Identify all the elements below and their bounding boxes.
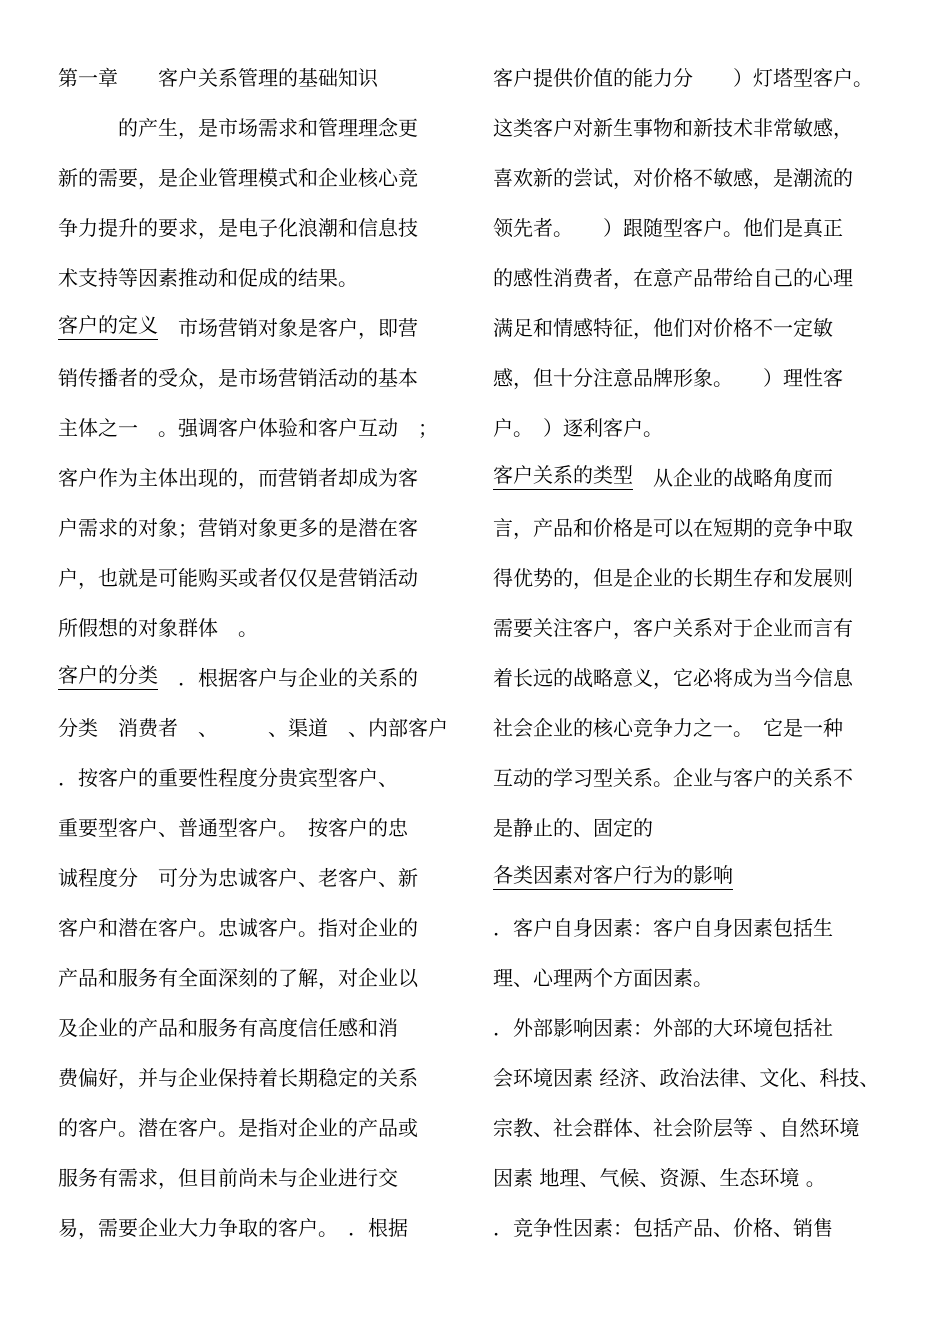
- section-line: [58, 303, 458, 353]
- text-line: 社会企业的核心竞争力之一。 它是一种: [493, 716, 843, 740]
- text-line: 客户和潜在客户。忠诚客户。指对企业的: [58, 916, 418, 940]
- text-line: ．客户自身因素：客户自身因素包括生: [493, 916, 833, 940]
- text-line: 主体之一 。强调客户体验和客户互动 ；: [58, 416, 438, 440]
- text-line: 得优势的，但是企业的长期生存和发展则: [493, 566, 853, 590]
- text-line: 重要型客户、普通型客户。 按客户的忠: [58, 816, 408, 840]
- text-span: 从企业的战略角度而: [633, 466, 833, 490]
- text-line: 户需求的对象；营销对象更多的是潜在客: [58, 516, 418, 540]
- text-line: 易，需要企业大力争取的客户。 ．根据: [58, 1216, 408, 1240]
- text-line: 户，也就是可能购买或者仅仅是营销活动: [58, 566, 418, 590]
- text-line: ．外部影响因素：外部的大环境包括社: [493, 1016, 833, 1040]
- text-line: 感，但十分注意品牌形象。 ）理性客: [493, 366, 843, 390]
- text-line: 满足和情感特征，他们对价格不一定敏: [493, 316, 833, 340]
- text-line: 术支持等因素推动和促成的结果。: [58, 266, 358, 290]
- text-line: 争力提升的要求，是电子化浪潮和信息技: [58, 216, 418, 240]
- text-line: 言，产品和价格是可以在短期的竞争中取: [493, 516, 853, 540]
- text-line: 客户提供价值的能力分 ）灯塔型客户。: [493, 66, 873, 90]
- text-line: 因素 地理、气候、资源、生态环境 。: [493, 1166, 826, 1190]
- section-heading-customer-classification: 客户的分类: [58, 661, 158, 690]
- text-line: 新的需要，是企业管理模式和企业核心竞: [58, 166, 418, 190]
- chapter-title: 第一章 客户关系管理的基础知识: [58, 66, 378, 90]
- text-line: 互动的学习型关系。企业与客户的关系不: [493, 766, 853, 790]
- text-line: 会环境因素 经济、政治法律、文化、科技、: [493, 1066, 880, 1090]
- text-line: 理、心理两个方面因素。: [493, 966, 713, 990]
- left-column: [58, 53, 458, 1253]
- text-line: 分类 消费者 、 、渠道 、内部客户: [58, 716, 448, 740]
- section-heading-customer-definition: 客户的定义: [58, 311, 158, 340]
- text-line: 费偏好，并与企业保持着长期稳定的关系: [58, 1066, 418, 1090]
- text-line: 的感性消费者，在意产品带给自己的心理: [493, 266, 853, 290]
- text-line: 这类客户对新生事物和新技术非常敏感，: [493, 116, 853, 140]
- text-line: 着长远的战略意义，它必将成为当今信息: [493, 666, 853, 690]
- right-column: [493, 53, 893, 1253]
- text-line: 服务有需求，但目前尚未与企业进行交: [58, 1166, 398, 1190]
- section-line: [58, 653, 458, 703]
- text-line: 诚程度分 可分为忠诚客户、老客户、新: [58, 866, 418, 890]
- section-line: [493, 853, 893, 903]
- text-line: 销传播者的受众，是市场营销活动的基本: [58, 366, 418, 390]
- text-line: 喜欢新的尝试，对价格不敏感，是潮流的: [493, 166, 853, 190]
- text-line: 是静止的、固定的: [493, 816, 653, 840]
- text-line: 的客户。潜在客户。是指对企业的产品或: [58, 1116, 418, 1140]
- section-heading-influencing-factors: 各类因素对客户行为的影响: [493, 861, 733, 890]
- text-span: ．根据客户与企业的关系的: [158, 666, 418, 690]
- text-span: 市场营销对象是客户，即营: [158, 316, 418, 340]
- text-line: 宗教、社会群体、社会阶层等 、自然环境: [493, 1116, 860, 1140]
- text-line: 及企业的产品和服务有高度信任感和消: [58, 1016, 398, 1040]
- text-line: 客户作为主体出现的，而营销者却成为客: [58, 466, 418, 490]
- section-line: [493, 453, 893, 503]
- text-line: 产品和服务有全面深刻的了解，对企业以: [58, 966, 418, 990]
- text-line: ．竞争性因素：包括产品、价格、销售: [493, 1216, 833, 1240]
- text-line: 的产生，是市场需求和管理理念更: [58, 116, 418, 140]
- text-line: 需要关注客户，客户关系对于企业而言有: [493, 616, 853, 640]
- text-line: 所假想的对象群体 。: [58, 616, 258, 640]
- text-line: ．按客户的重要性程度分贵宾型客户、: [58, 766, 398, 790]
- text-line: 户。 ）逐利客户。: [493, 416, 663, 440]
- text-line: 领先者。 ）跟随型客户。他们是真正: [493, 216, 843, 240]
- section-heading-relationship-types: 客户关系的类型: [493, 461, 633, 490]
